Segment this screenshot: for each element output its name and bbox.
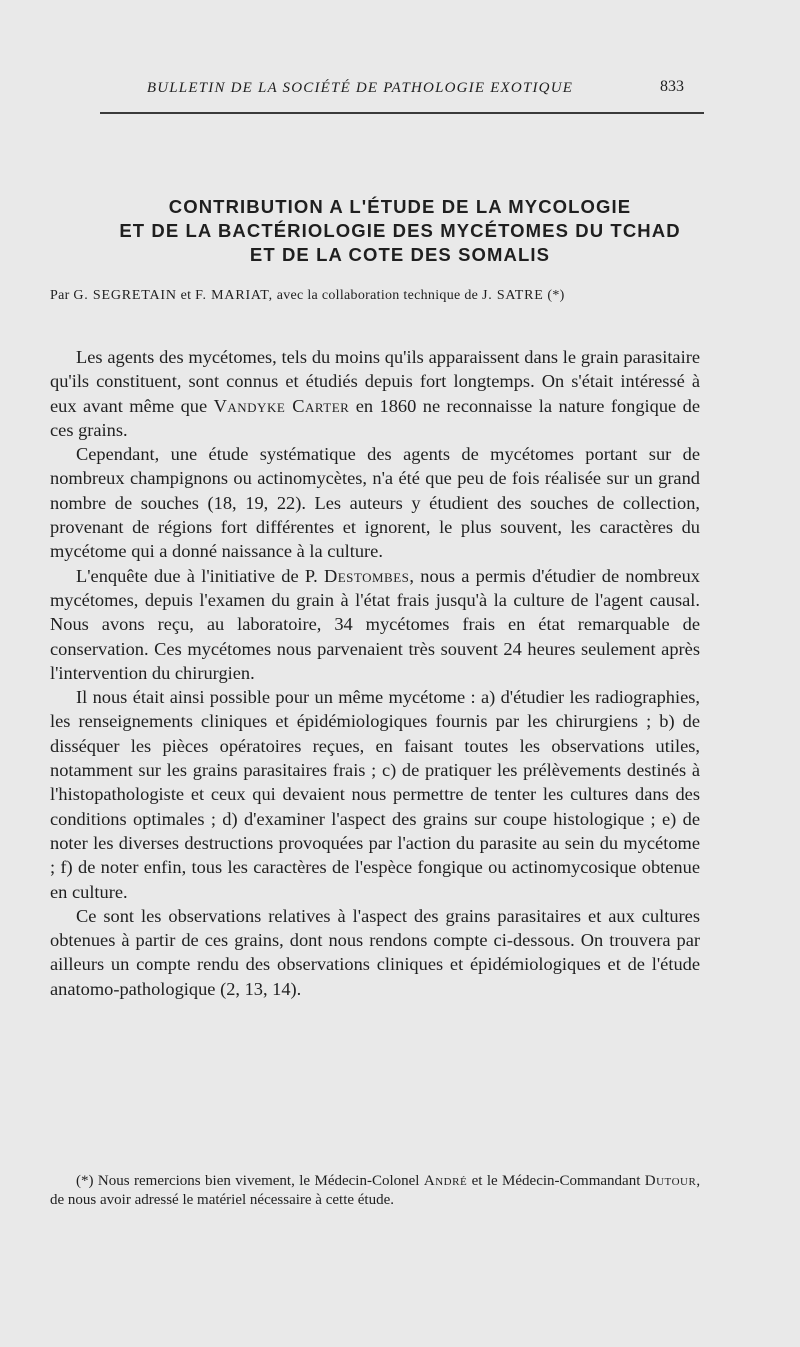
person-name: Dutour xyxy=(644,1173,697,1189)
paragraph-text: , nous a permis d'étudier de nombreux mycétomes, depuis l'examen du grain à l'état frais jusqu'à la culture de l'agent causal. Nous avons reçu, au laboratoire, 34 mycétomes frais en état remarquable de conservation. Ces mycétomes nous parvenaient très souvent 24 heures seulement après l'intervention du chirurgien. xyxy=(50,565,700,683)
paragraph: Cependant, une étude systématique des agents de mycétomes portant sur de nombreux champignons ou actinomycètes, n'a été que peu de fois réalisée sur un grand nombre de souches (18, 19, 22). Les auteurs y étudient des souches de collection, provenant de régions fort différentes et ignorent, le plus souvent, les caractères du mycétome qui a donné naissance à la culture. xyxy=(50,444,700,562)
footnote-part: , de nous avoir adressé le matériel nécessaire à cette étude. xyxy=(50,1173,701,1208)
article-title xyxy=(40,195,760,267)
authors-and: et xyxy=(180,288,192,303)
footnote-marker: (*) xyxy=(547,288,565,303)
person-name: Vandyke Carter xyxy=(213,395,350,416)
footnote-text xyxy=(50,1172,700,1210)
title-line: CONTRIBUTION A L'ÉTUDE DE LA MYCOLOGIE xyxy=(168,196,632,217)
running-title: BULLETIN DE LA SOCIÉTÉ DE PATHOLOGIE EXOTIQUE xyxy=(146,80,574,96)
collaboration-text: avec la collaboration technique de xyxy=(276,288,479,303)
footnote-marker: (*) xyxy=(76,1173,94,1189)
footnote xyxy=(50,1172,700,1210)
paragraph xyxy=(50,345,700,442)
author-name: J. SATRE xyxy=(481,288,544,303)
author-line xyxy=(50,288,710,304)
paragraph-text: en 1860 ne reconnaisse la nature fongique de ces grains. xyxy=(50,395,700,440)
person-name: Destombes xyxy=(323,565,410,586)
author-name: F. MARIAT, xyxy=(195,288,273,303)
paragraph-text: L'enquête due à l'initiative de P. xyxy=(76,565,318,586)
footnote-part: et le Médecin-Commandant xyxy=(471,1173,641,1189)
paragraph-text: Les agents des mycétomes, tels du moins qu'ils apparaissent dans le grain parasitaire qu'ils constituent, sont connus et étudiés depuis fort longtemps. On s'était intéressé à eux avant même que xyxy=(50,347,700,416)
title-line: ET DE LA BACTÉRIOLOGIE DES MYCÉTOMES DU TCHAD xyxy=(119,220,681,241)
title-line: ET DE LA COTE DES SOMALIS xyxy=(249,244,551,265)
authors-prefix: Par xyxy=(50,288,70,303)
author-name: G. SEGRETAIN xyxy=(73,288,177,303)
article-body xyxy=(50,345,700,1001)
paragraph xyxy=(50,564,700,685)
page-number: 833 xyxy=(660,78,684,95)
paragraph: Il nous était ainsi possible pour un même mycétome : a) d'étudier les radiographies, les renseignements cliniques et épidémiologiques fournis par les chirurgiens ; b) de disséquer les pièces opératoires reçues, en faisant toutes les observations utiles, notamment sur les grains parasitaires frais ; c) de pratiquer les prélèvements destinés à l'histopathologiste et ceux qui devaient nous permettre de tenter les cultures dans des conditions optimales ; d) d'examiner l'aspect des grains sur coupe histologique ; e) de noter les diverses destructions provoquées par l'action du parasite au sein du mycétome ; f) de noter enfin, tous les caractères de l'espèce fongique ou actinomycosique obtenue en culture. xyxy=(50,687,700,902)
person-name: André xyxy=(423,1173,468,1189)
paragraph: Ce sont les observations relatives à l'aspect des grains parasitaires et aux cultures obtenues à partir de ces grains, dont nous rendons compte ci-dessous. On trouvera par ailleurs un compte rendu des observations cliniques et épidémiologiques et de l'étude anatomo-pathologique (2, 13, 14). xyxy=(50,905,700,999)
footnote-part: Nous remercions bien vivement, le Médecin-Colonel xyxy=(97,1173,420,1189)
header-rule xyxy=(100,112,704,114)
